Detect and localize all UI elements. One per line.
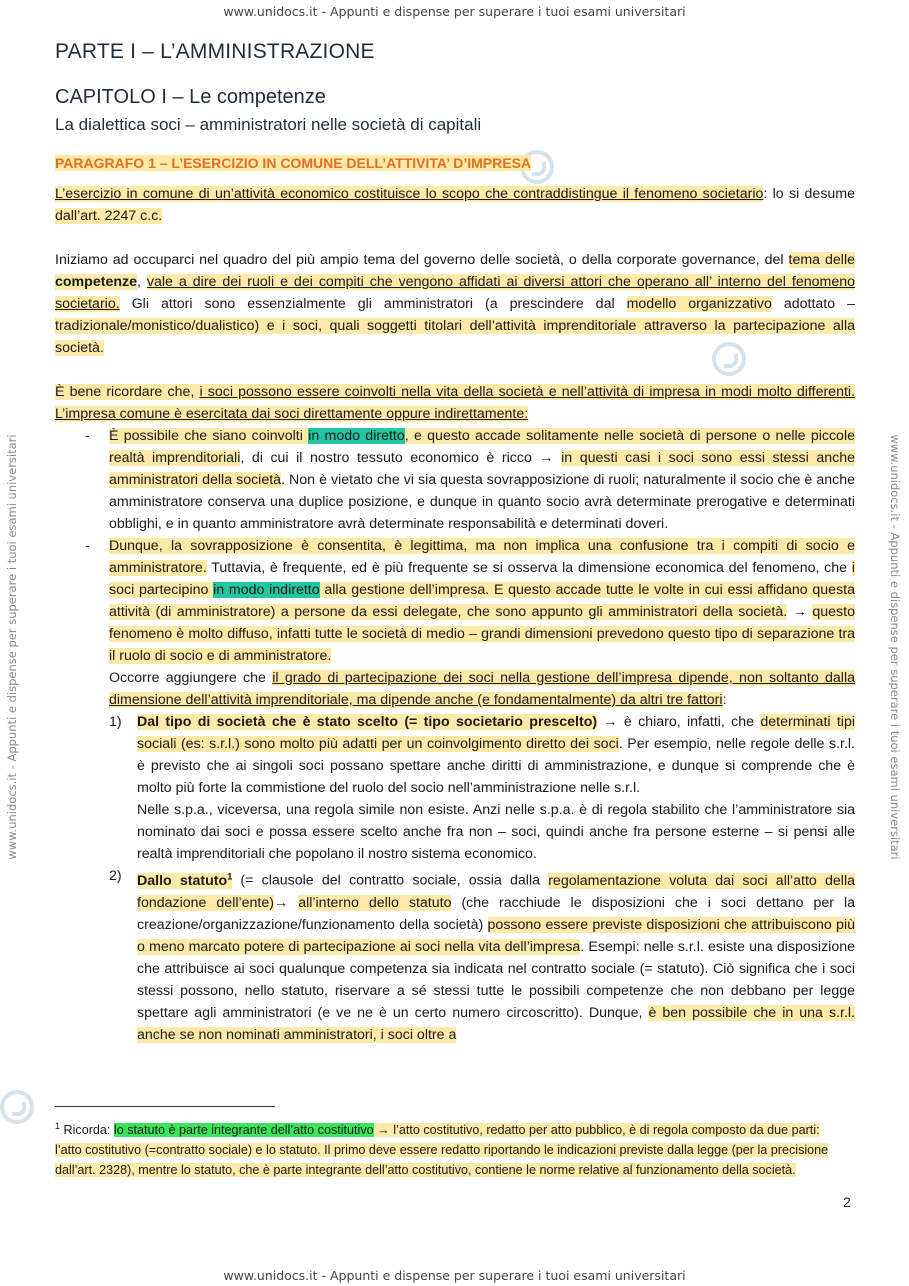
b2-text-g: questo fenomeno è molto diffuso, infatti tutte le società di medio – grandi dimensioni prevedono questo tipo di separazione tra il ruolo di socio e di amministratore. — [109, 604, 855, 664]
footnote-number: 1 — [55, 1121, 61, 1131]
fn-text-b: lo statuto è parte integrante dell’atto costitutivo — [113, 1123, 374, 1138]
i2-text-b: (= clausole del contratto sociale, ossia dalla — [232, 872, 549, 889]
p2-text-e: vale a dire dei ruoli e dei compiti che vengono affidati ai diversi attori che operano all’ interno del fenomeno societario. — [55, 274, 855, 312]
i2-text-h: . Esempi: nelle s.r.l. esiste una disposizione che attribuisce ai soci qualunque competenza sia indicata nel contratto sociale (= statuto). Ciò significa che i soci stessi possono, nello statuto, riservare a sé stessi tutte le possibili competenze che non debbano per legge spettare agli amministratori (e ve ne è un certo numero circoscritto). Dunque, — [137, 938, 855, 1021]
p2-text-h: adottato – — [771, 296, 855, 312]
i1-text-a: Dal tipo di società che è stato scelto (= tipo societario prescelto) — [137, 714, 598, 730]
p1-text-a: L’esercizio in comune di un’attività economico costituisce lo scopo che contraddistingue il fenomeno societario — [55, 186, 764, 202]
footnote — [55, 1116, 845, 1180]
watermark-left: www.unidocs.it - Appunti e dispense per superare i tuoi esami universitari — [5, 434, 19, 860]
p1-text-b: : lo si desume — [763, 186, 856, 202]
b1-text-d: , di cui il nostro tessuto economico è ricco → — [240, 450, 562, 466]
p3-text-a: È bene ricordare che, — [55, 384, 200, 400]
footnote-separator — [55, 1106, 275, 1107]
i2-text-c: regolamentazione voluta dai soci all’atto della fondazione dell’ente) — [137, 872, 855, 911]
p3-text-b: i soci possono essere coinvolti nella vita della società e nell’attività di impresa in modi molto differenti. L’impresa comune è esercitata dai soci direttamente oppure indirettamente: — [55, 384, 855, 422]
p2-text-b: tema delle — [788, 252, 855, 268]
p2-text-a: Iniziamo ad occuparci nel quadro del più ampio tema del governo delle società, o della corporate governance, del — [55, 252, 789, 268]
i2-text-g: possono essere previste disposizioni che attribuiscono più o meno marcato potere di partecipazione ai soci nella vita dell’impresa — [137, 916, 855, 955]
p2-text-d: , — [137, 274, 147, 290]
paragraph-heading-text: PARAGRAFO 1 – L’ESERCIZIO IN COMUNE DELL’ATTIVITA’ D’IMPRESA — [55, 155, 532, 171]
bullet-item-1 — [55, 425, 855, 535]
fn-text-a: Ricorda: — [60, 1123, 114, 1138]
chapter-title: CAPITOLO I – Le competenze — [55, 86, 326, 108]
i2-text-f: (che racchiude le disposizioni che i soci dettano per la creazione/organizzazione/funzionamento della società) — [137, 894, 856, 933]
bullet-item-2 — [55, 535, 855, 667]
part-title: PARTE I – L’AMMINISTRAZIONE — [55, 40, 375, 63]
b2-text-c: i soci partecipino — [109, 560, 855, 598]
unidocs-logo-icon — [0, 1090, 34, 1124]
i2-text-i: è ben possibile che in una s.r.l. anche se non nominati amministratori, i soci oltre a — [137, 1004, 855, 1043]
page-number: 2 — [843, 1194, 851, 1210]
paragraph-3 — [55, 381, 855, 425]
i1-text-b: → è chiaro, infatti, che — [597, 714, 761, 730]
i2-text-a-wrap — [137, 873, 232, 889]
paragraph-4 — [55, 667, 855, 711]
numbered-item-1-continued: Nelle s.p.a., viceversa, una regola simile non esiste. Anzi nelle s.p.a. è di regola stabilito che l’amministratore sia nominato dai soci e possa essere scelto anche fra non – soci, quindi anche fra persone esterne – si pensi alle realtà imprenditoriali che popolano il nostro sistema economico. — [137, 802, 855, 862]
watermark-bottom: www.unidocs.it - Appunti e dispense per superare i tuoi esami universitari — [223, 1268, 686, 1283]
numbered-item-2 — [55, 865, 855, 1046]
watermark-top: www.unidocs.it - Appunti e dispense per superare i tuoi esami universitari — [223, 4, 686, 19]
i1-text-c: determinati tipi sociali (es: s.r.l.) sono molto più adatti per un coinvolgimento diretto dei soci — [137, 714, 855, 752]
watermark-right: www.unidocs.it - Appunti e dispense per superare i tuoi esami universitari — [888, 434, 902, 860]
p2-text-f: Gli attori sono essenzialmente gli amministratori (a prescindere dal — [119, 296, 627, 312]
numbered-item-1 — [55, 711, 855, 799]
bullet-dash: - — [85, 428, 90, 444]
b2-text-f: → — [787, 604, 813, 620]
i2-text-e: all’interno dello statuto — [298, 894, 452, 911]
chapter-subtitle: La dialettica soci – amministratori nelle società di capitali — [55, 115, 482, 134]
bullet-dash: - — [85, 538, 90, 554]
paragraph-2 — [55, 249, 855, 359]
footnote-ref[interactable]: 1 — [227, 871, 233, 881]
p2-text-c: competenze — [55, 274, 137, 290]
b1-text-a: È possibile che siano coinvolti — [109, 428, 309, 444]
b1-text-b: in modo diretto — [308, 428, 405, 444]
paragraph-heading — [55, 155, 855, 171]
p4-text-c: : — [722, 692, 727, 708]
p1-text-c: dall’art. 2247 c.c. — [55, 208, 163, 224]
page-content — [55, 40, 855, 1046]
p2-text-i: tradizionale/monistico/dualistico) e i soci, quali soggetti titolari dell’attività imprenditoriale attraverso la partecipazione alla società. — [55, 318, 855, 356]
b2-text-a: Dunque, la sovrapposizione è consentita, è legittima, ma non implica una confusione tra i compiti di socio e amministratore. — [109, 538, 855, 576]
p2-text-g: modello organizzativo — [626, 296, 772, 312]
i2-text-d: → — [274, 894, 299, 911]
b2-text-d: in modo indiretto — [213, 582, 320, 598]
b1-text-e: in questi casi i soci sono essi stessi anche amministratori della società — [109, 450, 855, 488]
p4-text-b: il grado di partecipazione dei soci nella gestione dell’impresa dipende, non soltanto dalla dimensione dell’attività imprenditoriale, ma dipende anche (e fondamentalmente) da altri tre fattori — [109, 670, 855, 708]
b2-text-e: alla gestione dell’impresa. E questo accade tutte le volte in cui essi affidano questa attività (di amministratore) a persone da essi delegate, che sono appunto gli amministratori della società. — [109, 582, 856, 620]
item-number: 2) — [109, 868, 122, 884]
paragraph-1 — [55, 183, 855, 227]
i2-text-a: Dallo statuto — [137, 872, 228, 889]
fn-text-c: → l’atto costitutivo, redatto per atto pubblico, è di regola composto da due parti: l’atto costitutivo (=contratto sociale) e lo statuto. Il primo deve essere redatto riportando le indicazioni previste dalla legge (per la precisione dall’art. 2328), mentre lo statuto, che è parte integrante dell’atto costitutivo, contiene le norme relative al funzionamento della società. — [55, 1123, 829, 1178]
p4-text-a: Occorre aggiungere che — [109, 670, 273, 686]
item-number: 1) — [109, 714, 122, 730]
b1-text-c: , e questo accade solitamente nelle società di persone o nelle piccole realtà imprenditoriali — [109, 428, 855, 466]
b2-text-b: Tuttavia, è frequente, ed è più frequente se si osserva la dimensione economica del fenomeno, che — [206, 560, 852, 576]
i1-text-d: . Per esempio, nelle regole delle s.r.l. è previsto che ai singoli soci possano spettare anche diritti di amministrazione, e dunque si comprende che è molto più forte la commistione del ruolo del socio nell’amministrazione nelle s.r.l. — [137, 736, 855, 796]
b1-text-f: . Non è vietato che vi sia questa sovrapposizione di ruoli; naturalmente il socio che è anche amministratore conserva una duplice posizione, e dunque in quanto socio avrà determinate prerogative e determinati obblighi, e in quanto amministratore avrà determinate responsabilità e determinati doveri. — [109, 472, 855, 532]
